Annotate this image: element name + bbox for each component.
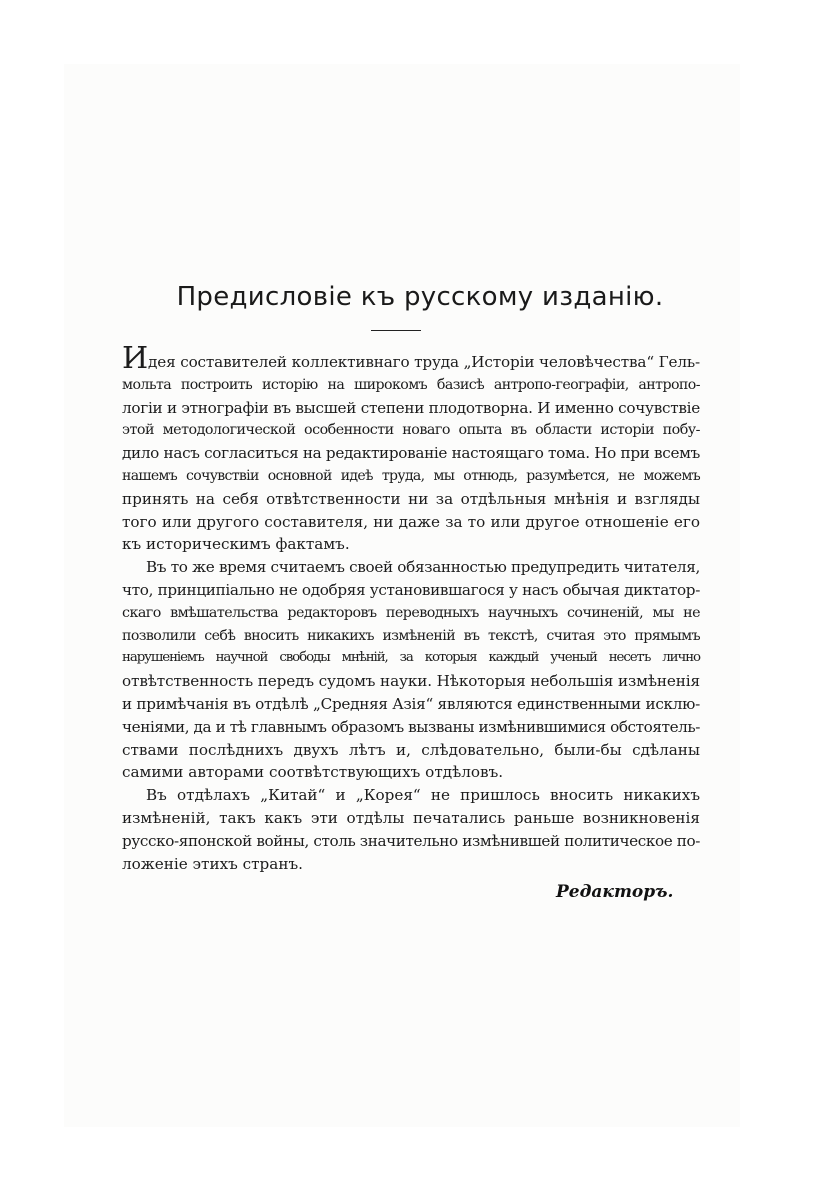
- text-line: Идея составителей коллективнаго труда „Исторіи человѣчества“ Гель-: [122, 341, 700, 376]
- text-line: Въ то же время считаемъ своей обязанностью предупредить читателя,: [146, 558, 700, 577]
- text-line: ложеніе этихъ странъ.: [122, 854, 303, 873]
- text-line: измѣненій, такъ какъ эти отдѣлы печатались раньше возникновенія: [122, 808, 700, 827]
- title-divider: [371, 330, 421, 331]
- text-line: позволили себѣ вносить никакихъ измѣненій въ текстѣ, считая это прямымъ: [122, 627, 700, 644]
- text-line: скаго вмѣшательства редакторовъ переводныхъ научныхъ сочиненій, мы не: [122, 604, 700, 621]
- text-line: этой методологической особенности новаго опыта въ области исторіи побу-: [122, 422, 700, 439]
- text-line: и примѣчанія въ отдѣлѣ „Средняя Азія“ являются единственными исклю-: [122, 694, 700, 713]
- paragraph-2: [122, 556, 700, 784]
- text-line: ствами послѣднихъ двухъ лѣтъ и, слѣдовательно, были-бы сдѣланы: [122, 740, 700, 759]
- text-line: русско-японской войны, столь значительно измѣнившей политическое по-: [122, 831, 700, 850]
- text-line: отвѣтственность передъ судомъ науки. Нѣкоторыя небольшія измѣненія: [122, 672, 700, 691]
- preface-body: [122, 341, 700, 875]
- text-line: логіи и этнографіи въ высшей степени плодотворна. И именно сочувствіе: [122, 398, 700, 417]
- text-line: что, принципіально не одобряя установившагося у насъ обычая диктатор-: [122, 580, 700, 599]
- text-line: самими авторами соотвѣтствующихъ отдѣловъ.: [122, 763, 504, 782]
- text-line: Въ отдѣлахъ „Китай“ и „Корея“ не пришлось вносить никакихъ: [146, 786, 700, 805]
- text-line: мольта построить исторію на широкомъ базисѣ антропо-географіи, антропо-: [122, 376, 700, 393]
- paragraph-1: [122, 341, 700, 556]
- drop-cap: И: [122, 341, 149, 376]
- text-line: нашемъ сочувствіи основной идеѣ труда, мы отнюдь, разумѣется, не можемъ: [122, 467, 700, 484]
- text-line: ченіями, да и тѣ главнымъ образомъ вызваны измѣнившимися обстоятель-: [122, 717, 700, 736]
- text-line: дило насъ согласиться на редактированіе настоящаго тома. Но при всемъ: [122, 444, 700, 463]
- text-line: къ историческимъ фактамъ.: [122, 535, 350, 554]
- editor-signature: Редакторъ.: [556, 882, 674, 902]
- text-line: нарушеніемъ научной свободы мнѣній, за которыя каждый ученый несетъ лично: [122, 650, 700, 666]
- paragraph-3: [122, 784, 700, 875]
- text-line: принять на себя отвѣтственности ни за отдѣльныя мнѣнія и взгляды: [122, 489, 700, 508]
- text-line: того или другого составителя, ни даже за то или другое отношеніе его: [122, 512, 700, 531]
- page-title: Предисловіе къ русскому изданію.: [176, 282, 664, 312]
